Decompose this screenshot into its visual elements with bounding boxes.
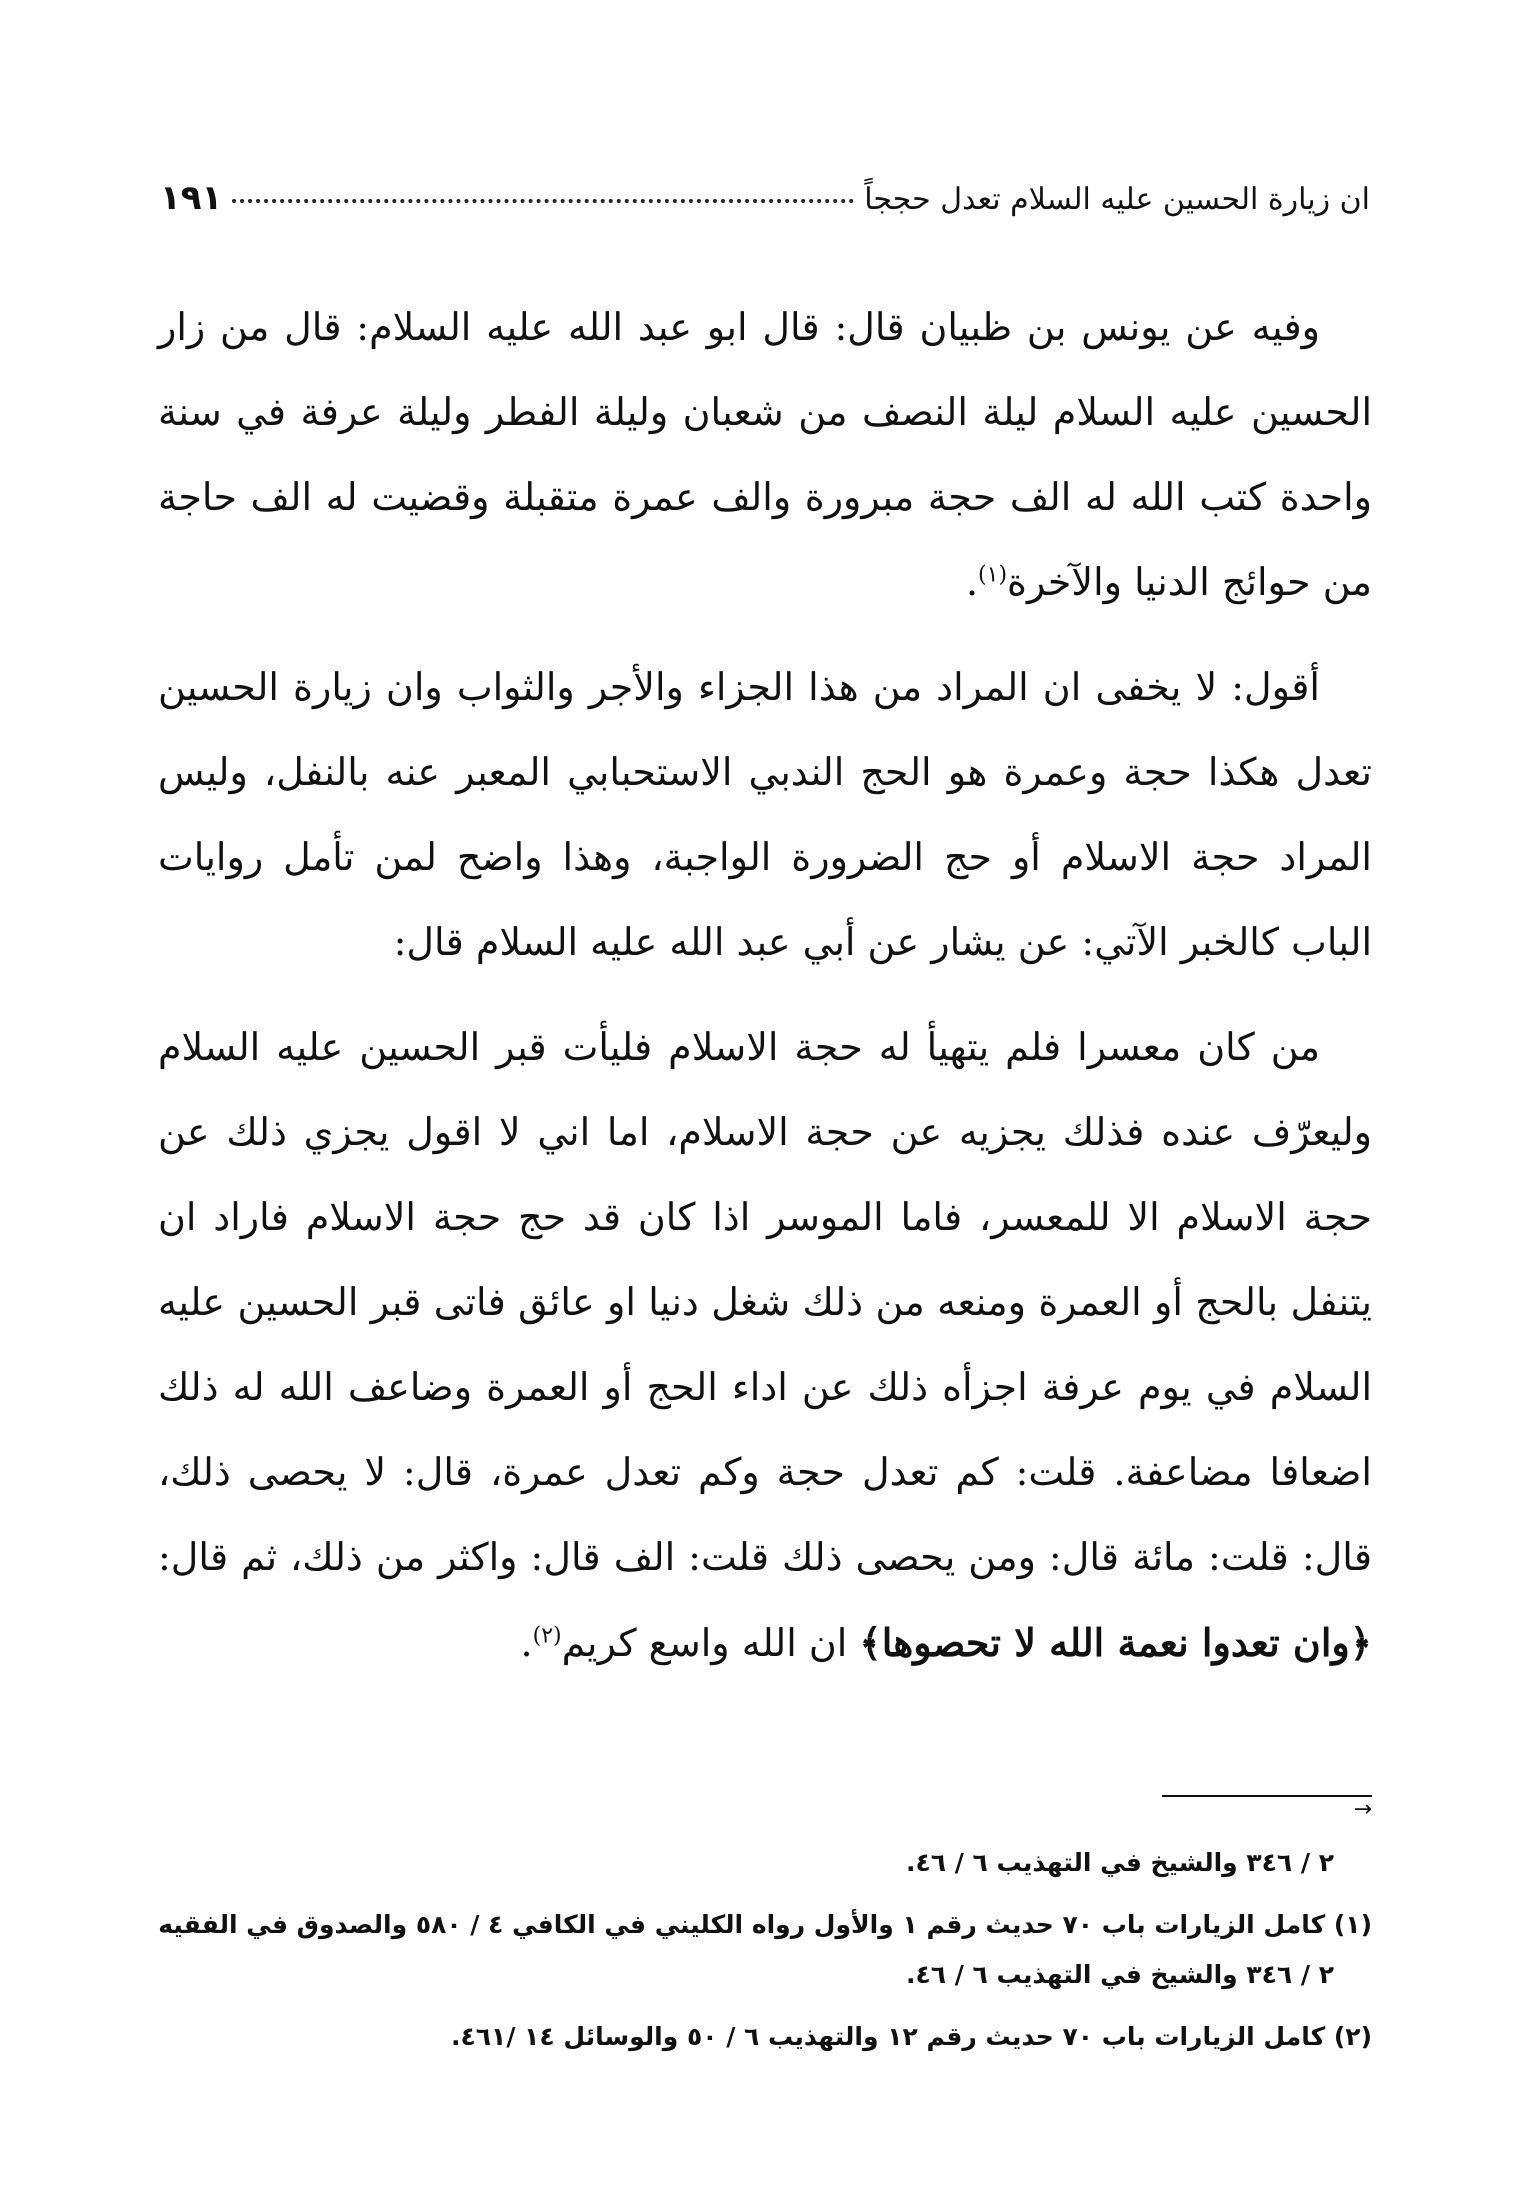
paragraph-text: وفيه عن يونس بن ظبيان قال: قال ابو عبد الله عليه السلام: قال من زار الحسين عليه السلام ليلة النصف من شعبان وليلة الفطر وليلة عرفة في سنة واحدة كتب الله له الف حجة مبرورة والف عمرة متقبلة وقضيت له الف حاجة من حوائج الدنيا والآخرة (158, 305, 1372, 604)
running-title: ان زيارة الحسين عليه السلام تعدل حججاً (864, 182, 1370, 217)
footnote-line: (٢) كامل الزيارات باب ٧٠ حديث رقم ١٢ والتهذيب ٦ / ٥٠ والوسائل ١٤ /٤٦١. (451, 2022, 1372, 2051)
footnote-line: ٢ / ٣٤٦ والشيخ في التهذيب ٦ / ٤٦. (905, 1960, 1334, 1989)
dot-leader (232, 199, 854, 203)
paragraph-1 (158, 285, 1372, 625)
paragraph-text: أقول: لا يخفى ان المراد من هذا الجزاء والأجر والثواب وان زيارة الحسين تعدل هكذا حجة وعمرة هو الحج الندبي الاستحبابي المعبر عنه بالنفل، وليس المراد حجة الاسلام أو حج الضرورة الواجبة، وهذا واضح لمن تأمل روايات الباب كالخبر الآتي: عن يشار عن أبي عبد الله عليه السلام قال: (158, 665, 1372, 964)
main-text (158, 285, 1372, 1686)
footnotes (158, 1838, 1372, 2062)
sentence-end: . (965, 560, 979, 604)
sentence-end: . (520, 1621, 533, 1665)
paragraph-text: من كان معسرا فلم يتهيأ له حجة الاسلام فليأت قبر الحسين عليه السلام وليعرّف عنده فذلك يجزيه عن حجة الاسلام، اما اني لا اقول يجزي ذلك عن حجة الاسلام الا للمعسر، فاما الموسر اذا كان قد حج حجة الاسلام فاراد ان يتنفل بالحج أو العمرة ومنعه من ذلك شغل دنيا او عائق فاتى قبر الحسين عليه السلام في يوم عرفة اجزأه ذلك عن اداء الحج أو العمرة وضاعف الله له ذلك اضعافا مضاعفة. قلت: كم تعدل حجة وكم تعدل عمرة، قال: لا يحصى ذلك، قال: قلت: مائة قال: ومن يحصى ذلك قلت: الف قال: واكثر من ذلك، ثم قال: (158, 1025, 1372, 1579)
footnote-1 (158, 1900, 1372, 2000)
footnote-separator (1162, 1795, 1372, 1822)
quran-verse: ﴿وان تعدوا نعمة الله لا تحصوها﴾ (859, 1620, 1372, 1665)
page-header (160, 178, 1370, 218)
page-number: ١٩١ (160, 178, 223, 218)
verse-continuation: ان الله واسع كريم (561, 1621, 848, 1665)
paragraph-2 (158, 645, 1372, 985)
footnote-ref: (٢) (532, 1623, 562, 1649)
footnote-2 (158, 2012, 1372, 2062)
paragraph-3 (158, 1005, 1372, 1686)
footnote-continued: ٢ / ٣٤٦ والشيخ في التهذيب ٦ / ٤٦. (905, 1848, 1334, 1877)
footnote-line: (١) كامل الزيارات باب ٧٠ حديث رقم ١ والأول رواه الكليني في الكافي ٤ / ٥٨٠ والصدوق في الفقيه (158, 1910, 1372, 1939)
footnote-ref: (١) (978, 562, 1008, 588)
footnote-rule (1162, 1795, 1372, 1797)
continuation-arrow-icon: → (1353, 1797, 1372, 1822)
